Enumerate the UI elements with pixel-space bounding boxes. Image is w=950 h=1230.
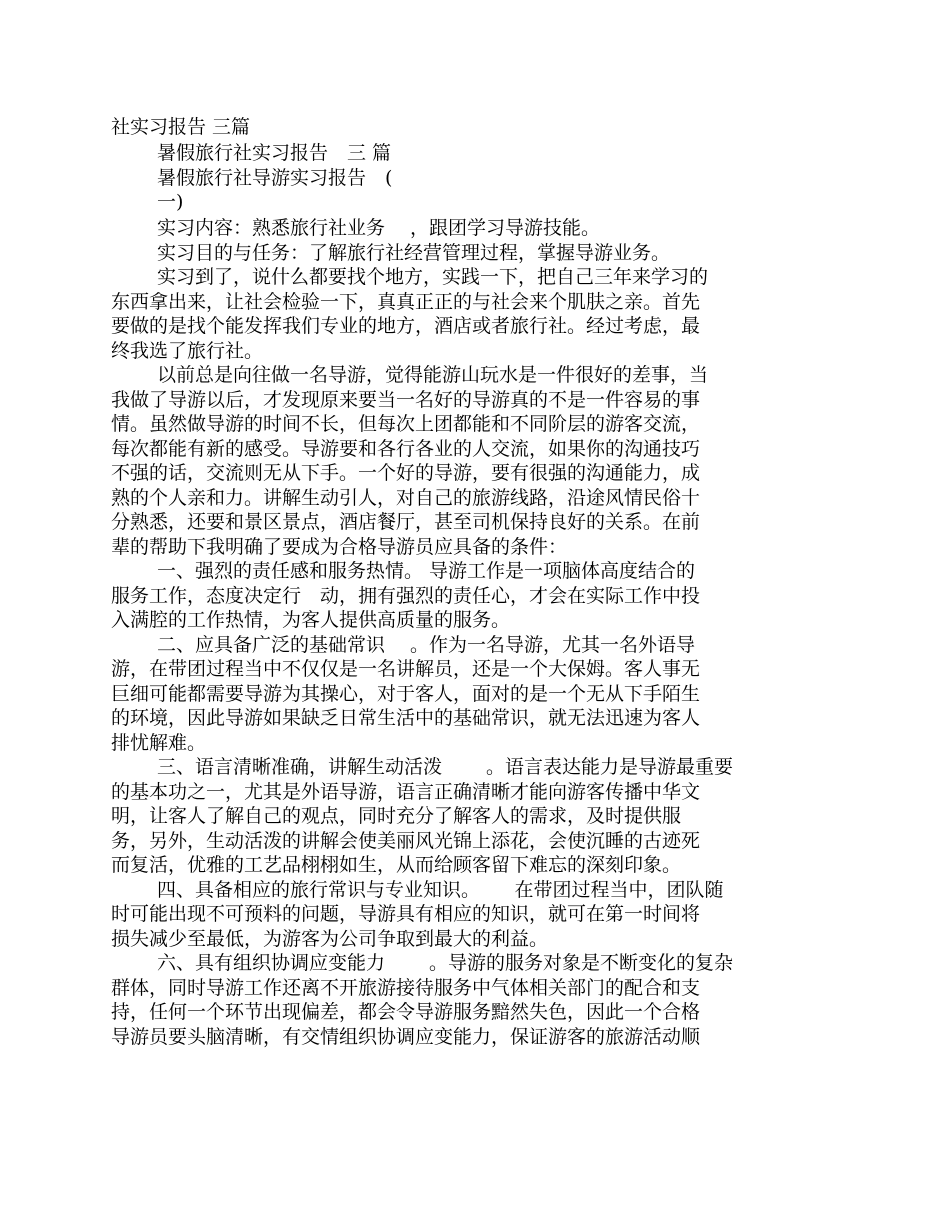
paragraph-line: 游，在带团过程当中不仅仅是一名讲解员，还是一个大保姆。客人事无 [111, 658, 701, 680]
paragraph-line: 以前总是向往做一名导游，觉得能游山玩水是一件很好的差事，当 [157, 364, 709, 386]
paragraph-line: 四、具备相应的旅行常识与专业知识。 在带团过程当中，团队随 [157, 879, 724, 901]
paragraph-line: 分熟悉，还要和景区景点，酒店餐厅，甚至司机保持良好的关系。在前 [111, 511, 701, 533]
paragraph-line: 三、语言清晰准确，讲解生动活泼 。语言表达能力是导游最重要 [157, 756, 734, 778]
document-heading: 暑假旅行社实习报告 三 篇 [157, 142, 392, 164]
paragraph-line: 不强的话，交流则无从下手。一个好的导游，要有很强的沟通能力，成 [111, 462, 701, 484]
paragraph-line: 损失减少至最低，为游客为公司争取到最大的利益。 [111, 928, 549, 950]
paragraph-line: 二、应具备广泛的基础常识 。作为一名导游，尤其一名外语导 [157, 634, 696, 656]
paragraph-line: 东西拿出来，让社会检验一下，真真正正的与社会来个肌肤之亲。首先 [111, 291, 701, 313]
paragraph-line: 实习到了，说什么都要找个地方，实践一下，把自己三年来学习的 [157, 266, 709, 288]
paragraph-line: 要做的是找个能发挥我们专业的地方，酒店或者旅行社。经过考虑，最 [111, 315, 701, 337]
paragraph-line: 的基本功之一，尤其是外语导游，语言正确清晰才能向游客传播中华文 [111, 781, 701, 803]
paragraph-line: 实习目的与任务：了解旅行社经营管理过程，掌握导游业务。 [157, 242, 671, 264]
paragraph-line: 熟的个人亲和力。讲解生动引人，对自己的旅游线路，沿途风情民俗十 [111, 487, 701, 509]
paragraph-line: 实习内容：熟悉旅行社业务 ，跟团学习导游技能。 [157, 217, 601, 239]
paragraph-line: 排忧解难。 [111, 732, 207, 754]
paragraph-line: 明，让客人了解自己的观点，同时充分了解客人的需求，及时提供服 [111, 805, 682, 827]
document-subheading-continued: 一) [157, 191, 184, 213]
document-title: 社实习报告 三篇 [111, 116, 251, 138]
paragraph-line: 终我选了旅行社。 [111, 340, 264, 362]
document-subheading: 暑假旅行社导游实习报告 ( [157, 167, 393, 189]
paragraph-line: 情。虽然做导游的时间不长，但每次上团都能和不同阶层的游客交流， [111, 413, 701, 435]
paragraph-line: 服务工作，态度决定行 动，拥有强烈的责任心，才会在实际工作中投 [111, 585, 701, 607]
paragraph-line: 时可能出现不可预料的问题，导游具有相应的知识，就可在第一时间将 [111, 903, 701, 925]
paragraph-line: 导游员要头脑清晰，有交情组织协调应变能力，保证游客的旅游活动顺 [111, 1026, 701, 1048]
paragraph-line: 每次都能有新的感受。导游要和各行各业的人交流，如果你的沟通技巧 [111, 438, 701, 460]
paragraph-line: 一、强烈的责任感和服务热情。 导游工作是一项脑体高度结合的 [157, 560, 696, 582]
paragraph-line: 六、具有组织协调应变能力 。导游的服务对象是不断变化的复杂 [157, 952, 734, 974]
paragraph-line: 巨细可能都需要导游为其操心，对于客人，面对的是一个无从下手陌生 [111, 683, 701, 705]
paragraph-line: 而复活，优雅的工艺品栩栩如生，从而给顾客留下难忘的深刻印象。 [111, 854, 682, 876]
paragraph-line: 辈的帮助下我明确了要成为合格导游员应具备的条件： [111, 536, 568, 558]
paragraph-line: 入满腔的工作热情，为客人提供高质量的服务。 [111, 609, 511, 631]
paragraph-line: 务，另外，生动活泼的讲解会使美丽风光锦上添花，会使沉睡的古迹死 [111, 830, 701, 852]
paragraph-line: 群体，同时导游工作还离不开旅游接待服务中气体相关部门的配合和支 [111, 977, 701, 999]
paragraph-line: 我做了导游以后，才发现原来要当一名好的导游真的不是一件容易的事 [111, 389, 701, 411]
paragraph-line: 的环境，因此导游如果缺乏日常生活中的基础常识，就无法迅速为客人 [111, 707, 701, 729]
paragraph-line: 持，任何一个环节出现偏差，都会令导游服务黯然失色，因此一个合格 [111, 1001, 701, 1023]
